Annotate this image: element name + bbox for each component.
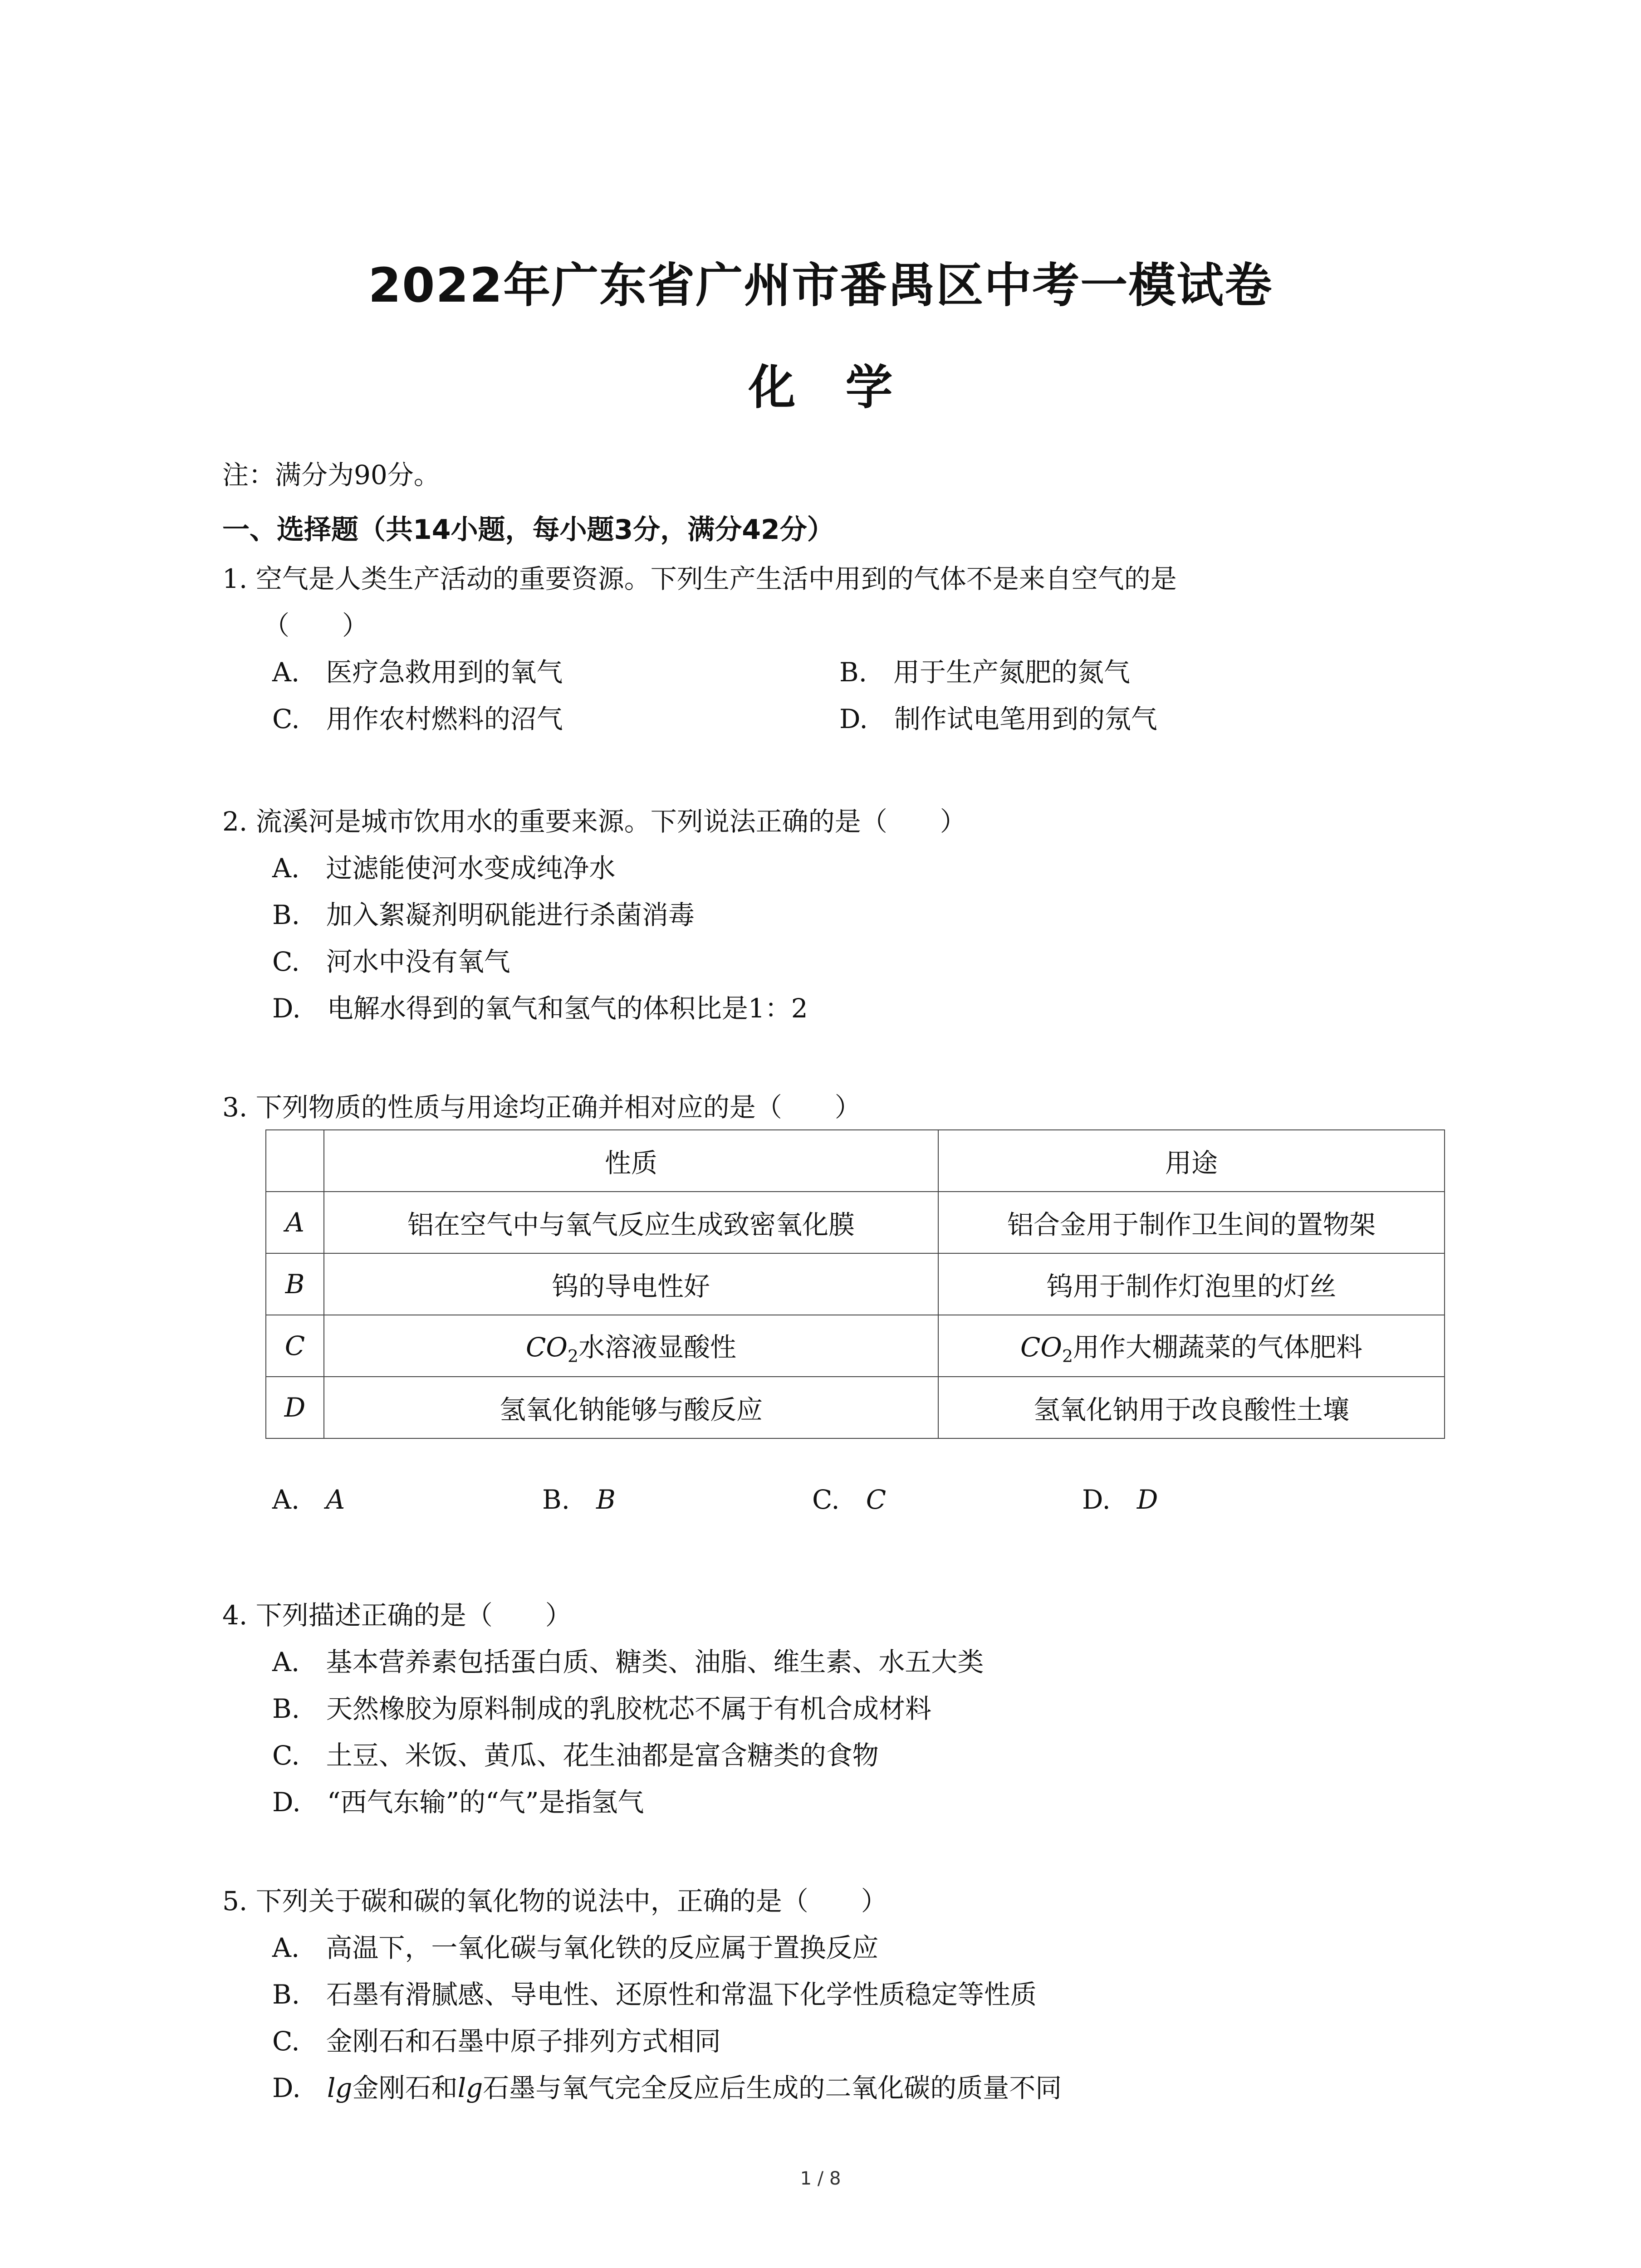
subscript: 2 bbox=[1062, 1346, 1073, 1366]
option-c bbox=[812, 1476, 1082, 1523]
option-prefix: D. bbox=[1082, 1484, 1137, 1515]
use-cell: 铝合金用于制作卫生间的置物架 bbox=[938, 1192, 1445, 1253]
subscript: 2 bbox=[567, 1346, 578, 1366]
math-lg: lg bbox=[327, 2072, 353, 2103]
question-2 bbox=[222, 798, 1447, 1032]
table-header-cell bbox=[266, 1130, 324, 1192]
option-d bbox=[1082, 1476, 1352, 1523]
option-c: C. 金刚石和石墨中原子排列方式相同 bbox=[272, 2026, 721, 2057]
use-cell: 氢氧化钠用于改良酸性土壤 bbox=[938, 1377, 1445, 1438]
option-value: D bbox=[1136, 1484, 1158, 1515]
table-row bbox=[266, 1315, 1445, 1377]
question-4 bbox=[222, 1592, 1447, 1826]
question-stem: 4. 下列描述正确的是（ ） bbox=[222, 1600, 572, 1631]
question-3-options bbox=[222, 1476, 1447, 1523]
option-b: B. 加入絮凝剂明矾能进行杀菌消毒 bbox=[272, 899, 695, 930]
table-row bbox=[266, 1377, 1445, 1438]
option-d bbox=[222, 2065, 1447, 2112]
section-heading: 一、选择题（共14小题，每小题3分，满分42分） bbox=[222, 514, 834, 546]
question-stem: 1. 空气是人类生产活动的重要资源。下列生产生活中用到的气体不是来自空气的是 bbox=[222, 563, 1177, 594]
option-b: B. 用于生产氮肥的氮气 bbox=[839, 657, 1131, 688]
option-c: C. 用作农村燃料的沼气 bbox=[272, 704, 563, 734]
option-prefix: B. bbox=[542, 1484, 597, 1515]
property-cell: 钨的导电性好 bbox=[324, 1253, 938, 1315]
score-note: 注：满分为90分。 bbox=[222, 459, 440, 490]
option-a: A. 医疗急救用到的氧气 bbox=[272, 657, 563, 688]
property-use-table bbox=[265, 1129, 1445, 1439]
option-prefix: A. bbox=[272, 1484, 326, 1515]
option-a bbox=[272, 1476, 542, 1523]
question-stem: 3. 下列物质的性质与用途均正确并相对应的是（ ） bbox=[222, 1092, 861, 1123]
option-value: C bbox=[866, 1484, 887, 1515]
question-stem: 2. 流溪河是城市饮用水的重要来源。下列说法正确的是（ ） bbox=[222, 806, 966, 837]
table-row bbox=[266, 1192, 1445, 1253]
question-5 bbox=[222, 1878, 1447, 2112]
table-row bbox=[266, 1253, 1445, 1315]
option-c: C. 土豆、米饭、黄瓜、花生油都是富含糖类的食物 bbox=[272, 1740, 879, 1771]
option-b: B. 石墨有滑腻感、导电性、还原性和常温下化学性质稳定等性质 bbox=[272, 1979, 1037, 2010]
subject-title: 化学 bbox=[748, 360, 943, 415]
use-text: 用作大棚蔬菜的气体肥料 bbox=[1073, 1331, 1362, 1363]
formula-co2: CO bbox=[526, 1331, 568, 1363]
property-cell bbox=[324, 1315, 938, 1377]
option-value: B bbox=[596, 1484, 616, 1515]
option-a: A. 基本营养素包括蛋白质、糖类、油脂、维生素、水五大类 bbox=[272, 1647, 984, 1677]
table-header-cell: 性质 bbox=[324, 1130, 938, 1192]
option-text: 金刚石和 bbox=[352, 2072, 458, 2103]
property-cell: 氢氧化钠能够与酸反应 bbox=[324, 1377, 938, 1438]
table-header-row bbox=[266, 1130, 1445, 1192]
property-cell: 铝在空气中与氧气反应生成致密氧化膜 bbox=[324, 1192, 938, 1253]
option-prefix: C. bbox=[812, 1484, 866, 1515]
option-d: D. 制作试电笔用到的氖气 bbox=[839, 704, 1157, 734]
formula-co2: CO bbox=[1020, 1331, 1062, 1363]
use-cell bbox=[938, 1315, 1445, 1377]
question-stem: 5. 下列关于碳和碳的氧化物的说法中，正确的是（ ） bbox=[222, 1886, 887, 1916]
use-cell: 钨用于制作灯泡里的灯丝 bbox=[938, 1253, 1445, 1315]
property-text: 水溶液显酸性 bbox=[578, 1331, 736, 1363]
option-prefix: D. bbox=[272, 2072, 327, 2103]
row-label: B bbox=[266, 1253, 324, 1315]
option-c: C. 河水中没有氧气 bbox=[272, 946, 510, 977]
exam-title: 2022年广东省广州市番禺区中考一模试卷 bbox=[368, 258, 1273, 313]
page-number: 1 / 8 bbox=[800, 2168, 841, 2189]
question-3 bbox=[222, 1084, 1447, 1131]
row-label: C bbox=[266, 1315, 324, 1377]
option-b bbox=[542, 1476, 812, 1523]
option-value: A bbox=[326, 1484, 345, 1515]
question-1 bbox=[222, 556, 1447, 743]
option-text: 石墨与氧气完全反应后生成的二氧化碳的质量不同 bbox=[483, 2072, 1062, 2103]
option-a: A. 高温下，一氧化碳与氧化铁的反应属于置换反应 bbox=[272, 1932, 879, 1963]
answer-blank: （ ） bbox=[263, 610, 369, 641]
option-b: B. 天然橡胶为原料制成的乳胶枕芯不属于有机合成材料 bbox=[272, 1693, 932, 1724]
row-label: A bbox=[266, 1192, 324, 1253]
option-d: D. “西气东输”的“气”是指氢气 bbox=[272, 1787, 644, 1818]
row-label: D bbox=[266, 1377, 324, 1438]
option-a: A. 过滤能使河水变成纯净水 bbox=[272, 853, 616, 884]
option-d: D. 电解水得到的氧气和氢气的体积比是1：2 bbox=[272, 993, 808, 1024]
math-lg: lg bbox=[457, 2072, 483, 2103]
table-header-cell: 用途 bbox=[938, 1130, 1445, 1192]
